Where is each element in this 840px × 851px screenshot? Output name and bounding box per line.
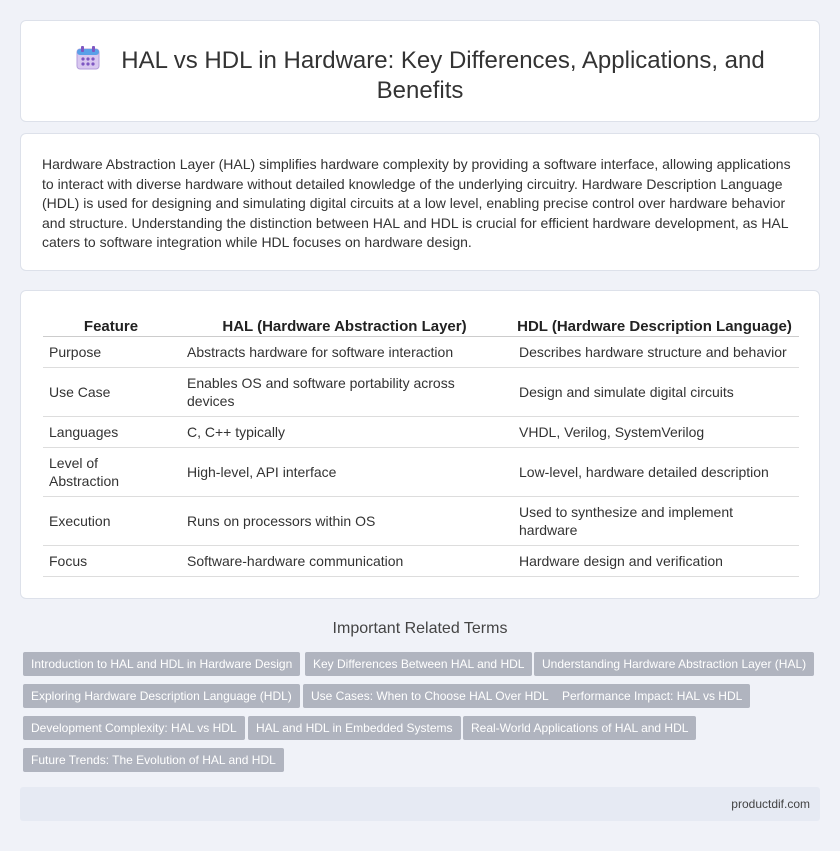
footer-site[interactable]: productdif.com <box>731 797 810 811</box>
cell-hal: C, C++ typically <box>179 417 510 448</box>
table-row <box>43 448 799 497</box>
cell-hal: Runs on processors within OS <box>179 497 510 546</box>
intro-card <box>20 133 820 271</box>
table-row <box>43 497 799 546</box>
cell-feature: Focus <box>43 546 179 577</box>
cell-hal: Software-hardware communication <box>179 546 510 577</box>
calendar-icon <box>75 45 101 71</box>
related-tag[interactable]: Future Trends: The Evolution of HAL and HDL <box>23 748 284 772</box>
related-tag[interactable]: Use Cases: When to Choose HAL Over HDL <box>303 684 557 708</box>
cell-feature: Execution <box>43 497 179 546</box>
related-tag[interactable]: Exploring Hardware Description Language (HDL) <box>23 684 300 708</box>
cell-hdl: Low-level, hardware detailed description <box>510 448 799 497</box>
cell-hdl: Design and simulate digital circuits <box>510 368 799 417</box>
cell-hal: High-level, API interface <box>179 448 510 497</box>
table-header-row <box>43 316 799 337</box>
header-card <box>20 20 820 122</box>
cell-hal: Enables OS and software portability across devices <box>179 368 510 417</box>
cell-feature: Use Case <box>43 368 179 417</box>
table-row <box>43 368 799 417</box>
cell-hdl: Hardware design and verification <box>510 546 799 577</box>
title-text: HAL vs HDL in Hardware: Key Differences, Applications, and Benefits <box>121 47 765 104</box>
cell-hdl: Used to synthesize and implement hardware <box>510 497 799 546</box>
cell-hdl: VHDL, Verilog, SystemVerilog <box>510 417 799 448</box>
related-tag[interactable]: Real-World Applications of HAL and HDL <box>463 716 696 740</box>
related-tag[interactable]: Key Differences Between HAL and HDL <box>305 652 532 676</box>
related-tag[interactable]: Introduction to HAL and HDL in Hardware Design <box>23 652 300 676</box>
table-row <box>43 546 799 577</box>
comparison-table <box>43 316 799 577</box>
related-terms-title: Important Related Terms <box>332 620 508 637</box>
table-row <box>43 417 799 448</box>
cell-feature: Purpose <box>43 337 179 368</box>
header-hdl: HDL (Hardware Description Language) <box>510 316 799 337</box>
related-tag[interactable]: Performance Impact: HAL vs HDL <box>554 684 750 708</box>
cell-hal: Abstracts hardware for software interaction <box>179 337 510 368</box>
related-tag[interactable]: Understanding Hardware Abstraction Layer (HAL) <box>534 652 814 676</box>
cell-feature: Languages <box>43 417 179 448</box>
page-title <box>21 45 819 106</box>
cell-feature: Level of Abstraction <box>43 448 179 497</box>
cell-hdl: Describes hardware structure and behavior <box>510 337 799 368</box>
header-feature: Feature <box>43 316 179 337</box>
comparison-card <box>20 290 820 599</box>
related-tag[interactable]: HAL and HDL in Embedded Systems <box>248 716 461 740</box>
related-tag[interactable]: Development Complexity: HAL vs HDL <box>23 716 245 740</box>
intro-paragraph: Hardware Abstraction Layer (HAL) simplifies hardware complexity by providing a software interface, allowing applications to interact with diverse hardware without detailed knowledge of the underlying circuitry. Hardware Description Language (HDL) is used for designing and simulating digital circuits at a low level, enabling precise control over hardware behavior and structure. Understanding the distinction between HAL and HDL is crucial for efficient hardware development, as HAL caters to software integration while HDL focuses on hardware design. <box>42 156 791 251</box>
table-row <box>43 337 799 368</box>
footer <box>20 787 820 821</box>
header-hal: HAL (Hardware Abstraction Layer) <box>179 316 510 337</box>
